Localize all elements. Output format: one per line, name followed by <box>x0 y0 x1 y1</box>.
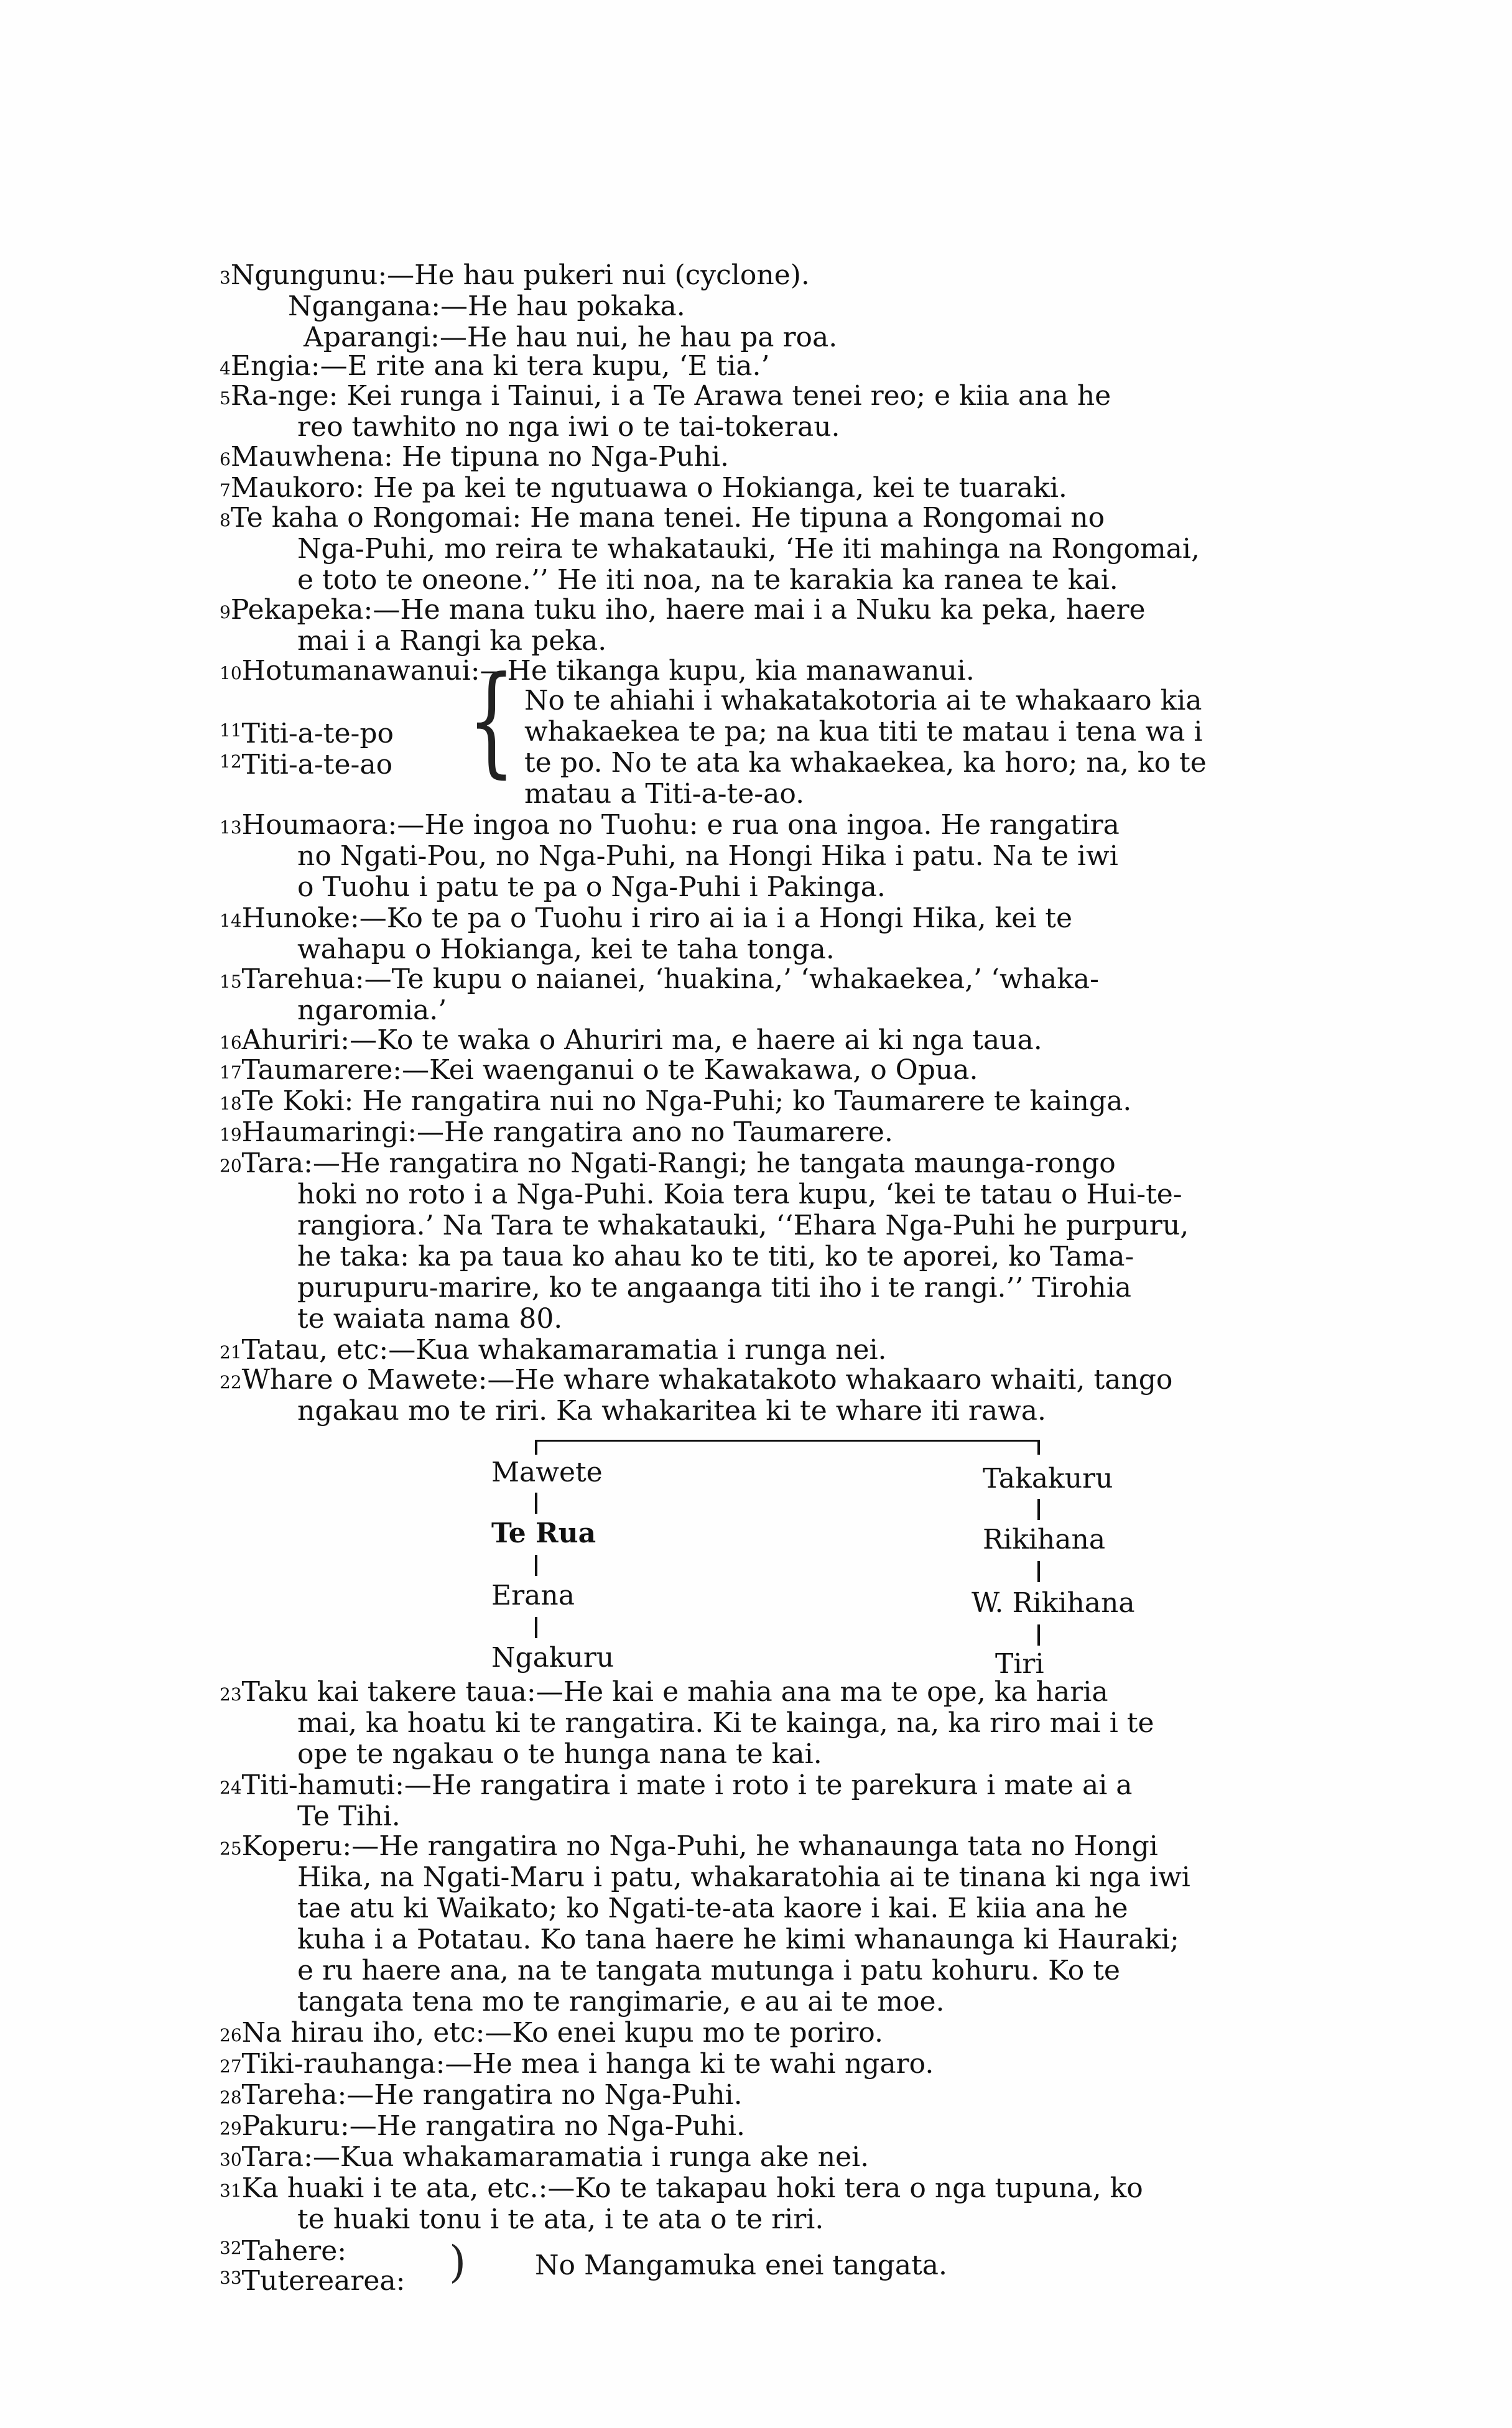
note-15: $^{15}$Tarehua:—Te kupu o naianei, ‘huakina,’ ‘whakaekea,’ ‘whaka- ngaromia.’ <box>220 963 1100 1026</box>
note-6: $^6$Mauwhena: He tipuna no Nga-Puhi. <box>220 441 730 473</box>
genealogy-right-3: W. Rikihana <box>972 1587 1135 1619</box>
genealogy-left-link-1 <box>535 1493 537 1514</box>
note-22: $^{22}$Whare o Mawete:—He whare whakatakoto whakaaro whaiti, tango ngakau mo te riri. Ka whakaritea ki te whare iti rawa. <box>220 1364 1173 1427</box>
note-26: $^{26}$Na hirau iho, etc:—Ko enei kupu mo te poriro. <box>220 2017 883 2049</box>
note-16: $^{16}$Ahuriri:—Ko te waka o Ahuriri ma, e haere ai ki nga taua. <box>220 1024 1042 1056</box>
note-32-label: $^{32}$Tahere: <box>220 2235 347 2267</box>
genealogy-left-link-2 <box>535 1555 537 1576</box>
note-8: $^8$Te kaha o Rongomai: He mana tenei. He tipuna a Rongomai no Nga-Puhi, mo reira te whakatauki, ‘He iti mahinga na Rongomai, e toto te oneone.’’ He iti noa, na te karakia ka ranea te kai. <box>220 502 1200 596</box>
note-11-12-text-4: matau a Titi-a-te-ao. <box>524 778 805 810</box>
genealogy-right-top-tick <box>1037 1440 1040 1455</box>
genealogy-right-link-2 <box>1037 1561 1040 1582</box>
note-4: $^4$Engia:—E rite ana ki tera kupu, ‘E tia.’ <box>220 350 770 382</box>
genealogy-left-link-3 <box>535 1617 537 1638</box>
note-32-33-text: No Mangamuka enei tangata. <box>535 2250 947 2281</box>
note-25: $^{25}$Koperu:—He rangatira no Nga-Puhi, he whanaunga tata no Hongi Hika, na Ngati-Maru i patu, whakaratohia ai te tinana ki nga iwi tae atu ki Waikato; ko Ngati-te-ata kaore i kai. E kiia ana he kuha i a Potatau. Ko tana haere he kimi whanaunga ki Hauraki; e ru haere ana, na te tangata mutunga i patu kohuru. Ko te tangata tena mo te rangimarie, e au ai te moe. <box>220 1830 1190 2018</box>
note-9: $^9$Pekapeka:—He mana tuku iho, haere mai i a Nuku ka peka, haere mai i a Rangi ka peka. <box>220 594 1146 657</box>
note-11-12-text-1: No te ahiahi i whakatakotoria ai te whakaaro kia <box>524 685 1202 716</box>
genealogy-left-4: Ngakuru <box>491 1642 615 1674</box>
genealogy-left-2: Te Rua <box>491 1518 596 1549</box>
genealogy-right-link-1 <box>1037 1499 1040 1520</box>
genealogy-right-1: Takakuru <box>983 1463 1113 1494</box>
note-24: $^{24}$Titi-hamuti:—He rangatira i mate i roto i te parekura i mate ai a Te Tihi. <box>220 1769 1133 1832</box>
genealogy-left-1: Mawete <box>491 1457 603 1488</box>
genealogy-left-3: Erana <box>491 1580 575 1611</box>
note-7: $^7$Maukoro: He pa kei te ngutuawa o Hokianga, kei te tuaraki. <box>220 472 1067 504</box>
note-30: $^{30}$Tara:—Kua whakamaramatia i runga ake nei. <box>220 2141 870 2173</box>
note-17: $^{17}$Taumarere:—Kei waenganui o te Kawakawa, o Opua. <box>220 1054 978 1086</box>
note-3: $^3$Ngungunu:—He hau pukeri nui (cyclone). <box>220 259 810 291</box>
subnote-aparangi: Aparangi:—He hau nui, he hau pa roa. <box>304 322 838 353</box>
right-brace: ) <box>449 2236 466 2287</box>
genealogy-right-2: Rikihana <box>983 1524 1106 1555</box>
note-10: $^{10}$Hotumanawanui:—He tikanga kupu, kia manawanui. <box>220 655 975 687</box>
note-19: $^{19}$Haumaringi:—He rangatira ano no Taumarere. <box>220 1116 893 1148</box>
note-11-12-text-3: te po. No te ata ka whakaekea, ka horo; na, ko te <box>524 747 1207 779</box>
note-20: $^{20}$Tara:—He rangatira no Ngati-Rangi; he tangata maunga-rongo hoki no roto i a Nga-Puhi. Koia tera kupu, ‘kei te tatau o Hui-te- rangiora.’ Na Tara te whakatauki, ‘‘Ehara Nga-Puhi he purpuru, he taka: ka pa taua ko ahau ko te titi, ko te aporei, ko Tama- purupuru-marire, ko te angaanga titi iho i te rangi.’’ Tirohia te waiata nama 80. <box>220 1147 1189 1335</box>
genealogy-right-4: Tiri <box>995 1648 1044 1680</box>
note-18: $^{18}$Te Koki: He rangatira nui no Nga-Puhi; ko Taumarere te kainga. <box>220 1085 1132 1117</box>
note-11-label: $^{11}$Titi-a-te-po <box>220 718 394 749</box>
note-13: $^{13}$Houmaora:—He ingoa no Tuohu: e rua ona ingoa. He rangatira no Ngati-Pou, no Nga-Puhi, na Hongi Hika i patu. Na te iwi o Tuohu i patu te pa o Nga-Puhi i Pakinga. <box>220 809 1120 903</box>
note-11-12-text-2: whakaekea te pa; na kua titi te matau i tena wa i <box>524 716 1203 748</box>
note-14: $^{14}$Hunoke:—Ko te pa o Tuohu i riro ai ia i a Hongi Hika, kei te wahapu o Hokianga, kei te taha tonga. <box>220 902 1073 965</box>
subnote-ngangana: Ngangana:—He hau pokaka. <box>288 290 685 322</box>
note-33-label: $^{33}$Tuterearea: <box>220 2265 406 2297</box>
note-21: $^{21}$Tatau, etc:—Kua whakamaramatia i runga nei. <box>220 1334 887 1366</box>
note-27: $^{27}$Tiki-rauhanga:—He mea i hanga ki te wahi ngaro. <box>220 2048 934 2080</box>
note-12-label: $^{12}$Titi-a-te-ao <box>220 749 393 781</box>
genealogy-left-top-tick <box>535 1440 537 1455</box>
note-31: $^{31}$Ka huaki i te ata, etc.:—Ko te takapau hoki tera o nga tupuna, ko te huaki tonu i te ata, i te ata o te riri. <box>220 2172 1143 2235</box>
genealogy-right-link-3 <box>1037 1624 1040 1646</box>
note-23: $^{23}$Taku kai takere taua:—He kai e mahia ana ma te ope, ka haria mai, ka hoatu ki te rangatira. Ki te kainga, na, ka riro mai i te ope te ngakau o te hunga nana te kai. <box>220 1676 1154 1770</box>
note-28: $^{28}$Tareha:—He rangatira no Nga-Puhi. <box>220 2079 743 2111</box>
genealogy-top-line <box>535 1440 1039 1442</box>
note-29: $^{29}$Pakuru:—He rangatira no Nga-Puhi. <box>220 2110 746 2142</box>
note-5: $^5$Ra-nge: Kei runga i Tainui, i a Te Arawa tenei reo; e kiia ana he reo tawhito no nga iwi o te tai-tokerau. <box>220 380 1111 443</box>
left-brace: { <box>468 652 516 790</box>
